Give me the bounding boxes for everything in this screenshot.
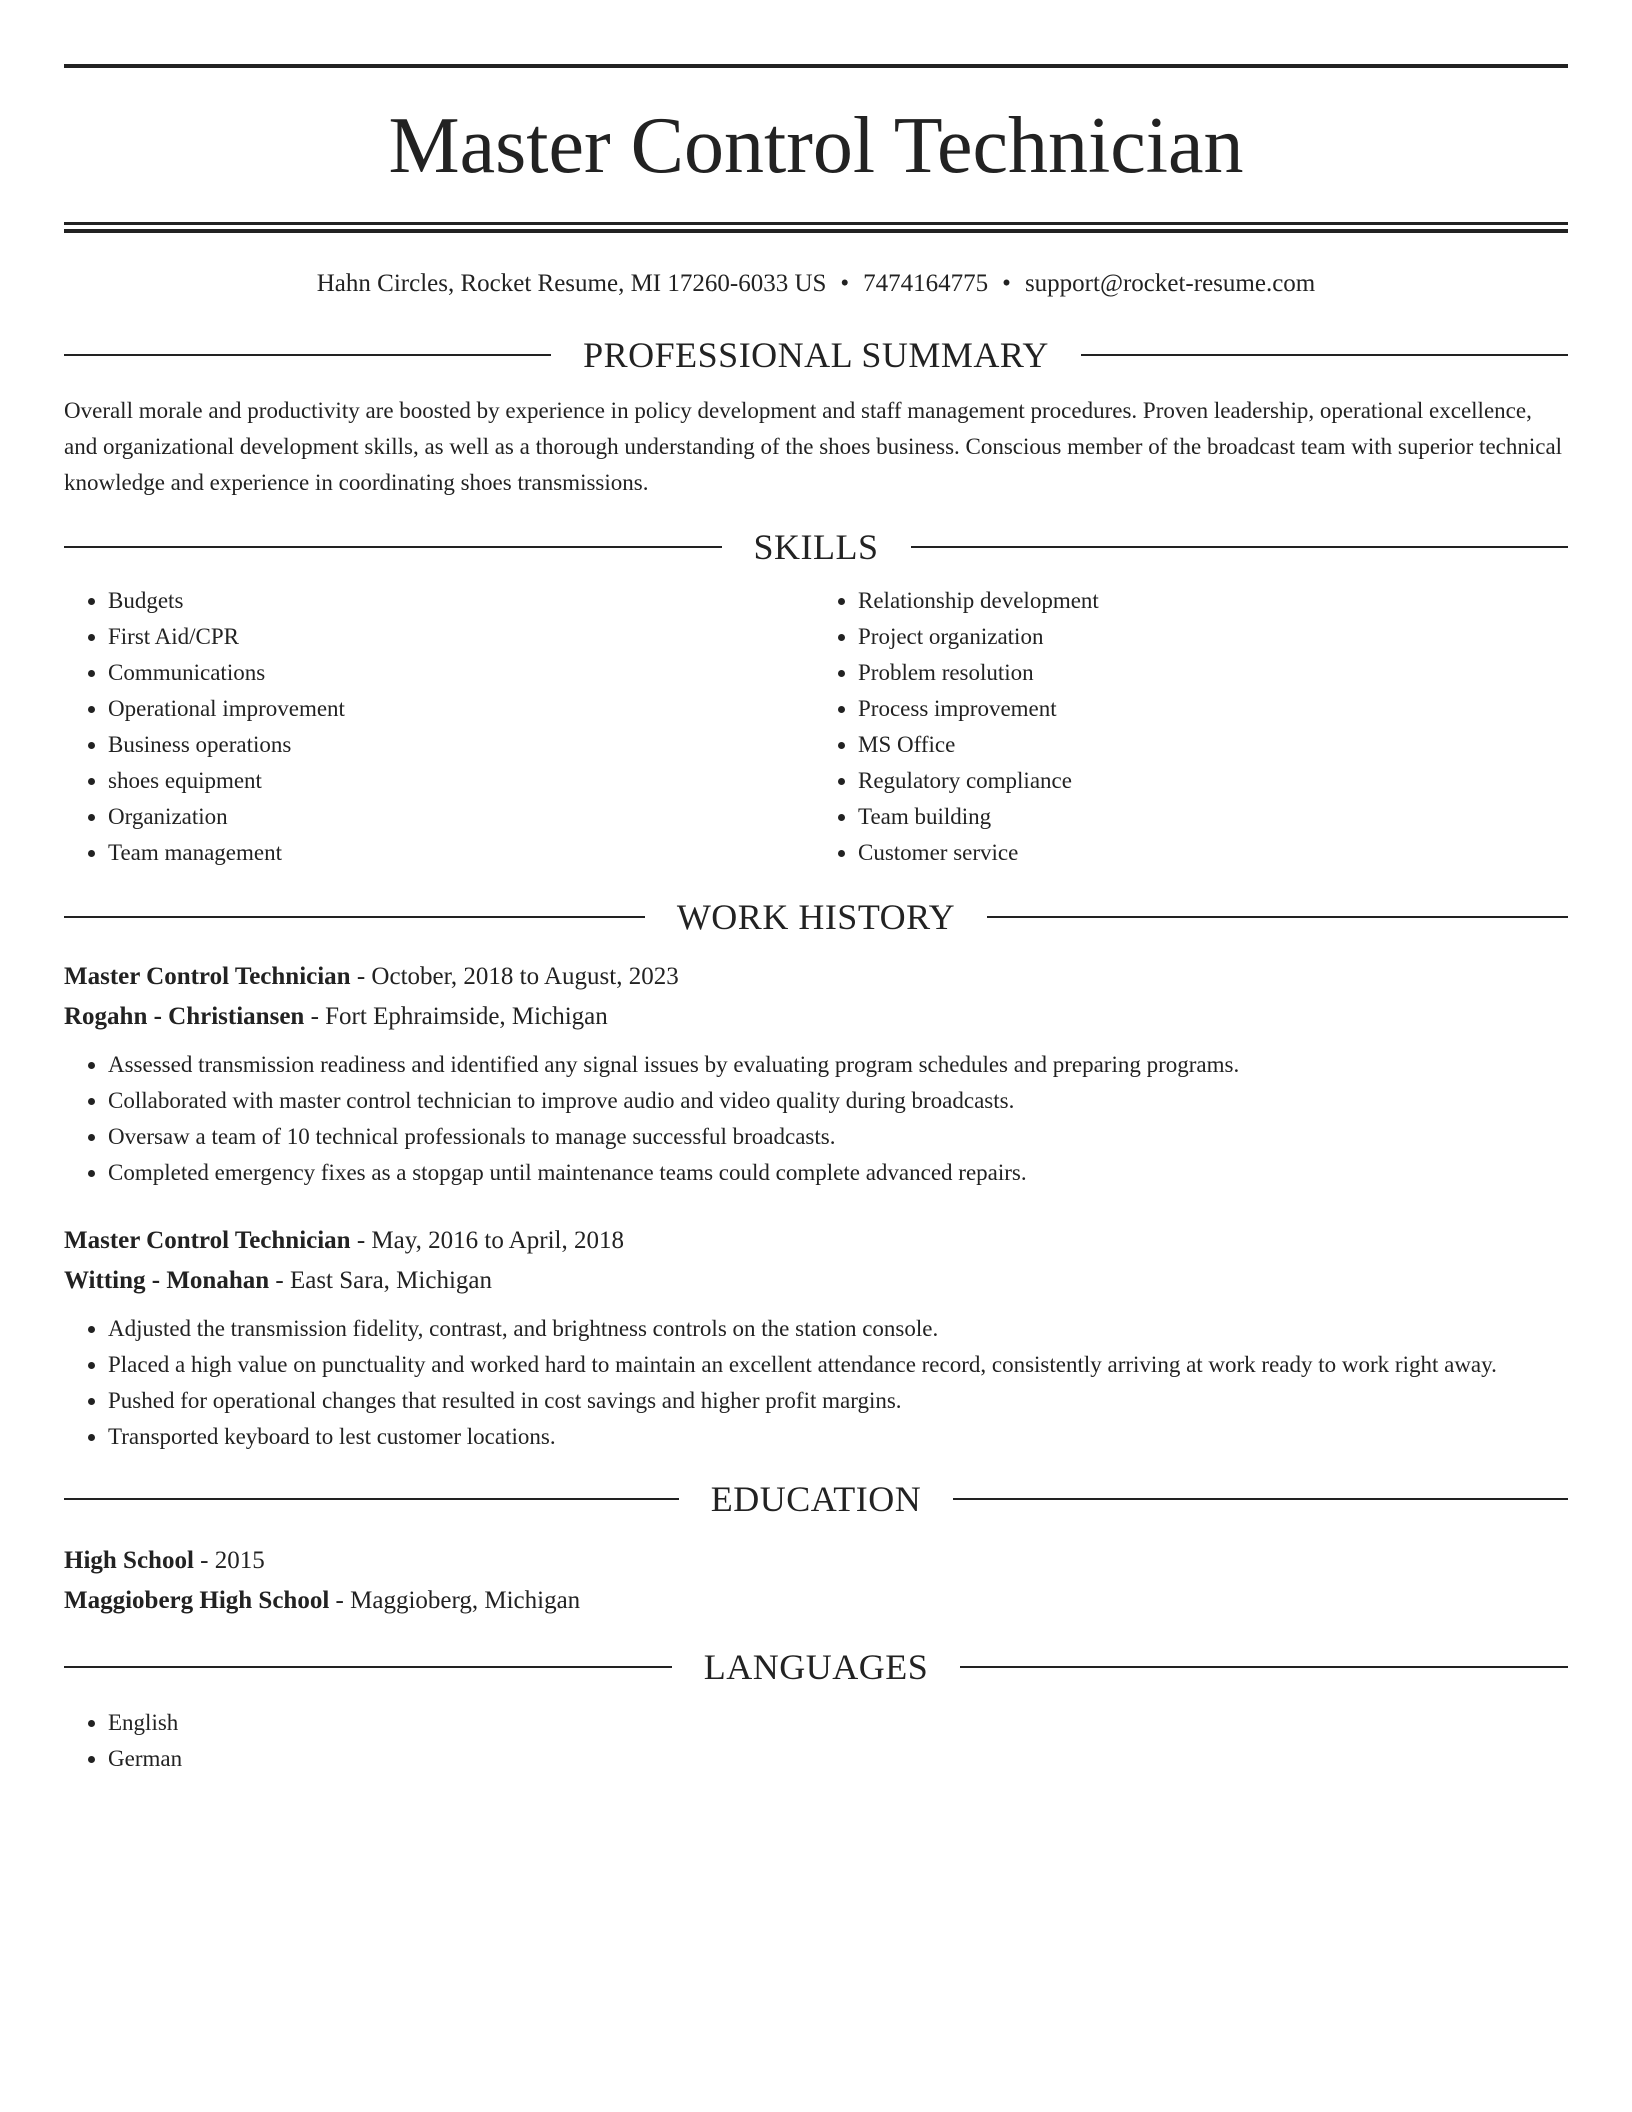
- skill-item: • Relationship development: [858, 583, 1568, 619]
- heading-rule-left: [64, 1498, 679, 1500]
- skill-item: • shoes equipment: [108, 763, 816, 799]
- skill-item: • Team building: [858, 799, 1568, 835]
- job-company: Rogahn - Christiansen: [64, 1003, 305, 1030]
- skill-item: • Process improvement: [858, 691, 1568, 727]
- heading-rule-left: [64, 354, 551, 356]
- job-dates: - May, 2016 to April, 2018: [350, 1227, 624, 1254]
- job-bullet: • Assessed transmission readiness and identified any signal issues by evaluating program schedules and preparing programs.: [108, 1047, 1568, 1083]
- job-location: - East Sara, Michigan: [269, 1267, 492, 1294]
- skill-item: • Project organization: [858, 619, 1568, 655]
- education-school: Maggioberg High School: [64, 1587, 330, 1614]
- skills-column-right: [816, 583, 1568, 871]
- job-bullet: • Oversaw a team of 10 technical professionals to manage successful broadcasts.: [108, 1119, 1568, 1155]
- job-bullet: • Pushed for operational changes that resulted in cost savings and higher profit margins.: [108, 1383, 1568, 1419]
- top-rule: [64, 64, 1568, 68]
- languages-block: [64, 1705, 1568, 1777]
- contact-phone: 7474164775: [863, 270, 989, 297]
- education-school-line: [64, 1581, 1568, 1621]
- skill-item: • Customer service: [858, 835, 1568, 871]
- heading-rule-left: [64, 546, 722, 548]
- job-bullet: • Completed emergency fixes as a stopgap until maintenance teams could complete advanced repairs.: [108, 1155, 1568, 1191]
- job-bullet: • Placed a high value on punctuality and worked hard to maintain an excellent attendance record, consistently arriving at work ready to work right away.: [108, 1347, 1568, 1383]
- skill-item: • Communications: [108, 655, 816, 691]
- job-entry: [64, 1221, 1568, 1455]
- job-bullets: [64, 1047, 1568, 1191]
- job-title: Master Control Technician: [64, 963, 351, 990]
- work-history-list: [64, 957, 1568, 1455]
- section-heading-summary: [64, 331, 1568, 379]
- section-title: WORK HISTORY: [676, 897, 956, 937]
- section-title: PROFESSIONAL SUMMARY: [583, 335, 1049, 375]
- job-bullet: • Transported keyboard to lest customer locations.: [108, 1419, 1568, 1455]
- heading-rule-right: [953, 1498, 1568, 1500]
- section-heading-education: [64, 1475, 1568, 1523]
- skill-item: • Team management: [108, 835, 816, 871]
- job-bullet: • Adjusted the transmission fidelity, contrast, and brightness controls on the station console.: [108, 1311, 1568, 1347]
- heading-rule-left: [64, 916, 645, 918]
- contact-line: [64, 267, 1568, 301]
- section-title: LANGUAGES: [703, 1647, 929, 1687]
- education-degree: High School: [64, 1547, 194, 1574]
- job-bullet: • Collaborated with master control technician to improve audio and video quality during broadcasts.: [108, 1083, 1568, 1119]
- job-location: - Fort Ephraimside, Michigan: [304, 1003, 608, 1030]
- skill-item: • Regulatory compliance: [858, 763, 1568, 799]
- heading-rule-right: [987, 916, 1568, 918]
- heading-rule-right: [960, 1666, 1568, 1668]
- language-item: • English: [108, 1705, 1568, 1741]
- job-company: Witting - Monahan: [64, 1267, 270, 1294]
- section-title: SKILLS: [753, 527, 879, 567]
- section-title: EDUCATION: [710, 1479, 922, 1519]
- education-location: - Maggioberg, Michigan: [329, 1587, 581, 1614]
- education-degree-line: [64, 1541, 1568, 1581]
- job-bullets: [64, 1311, 1568, 1455]
- job-title: Master Control Technician: [64, 1227, 351, 1254]
- job-entry: [64, 957, 1568, 1191]
- languages-list: [64, 1705, 1568, 1777]
- skills-column-left: [64, 583, 816, 871]
- skill-item: • Problem resolution: [858, 655, 1568, 691]
- job-company-line: [64, 997, 1568, 1037]
- language-item: • German: [108, 1741, 1568, 1777]
- skill-item: • Budgets: [108, 583, 816, 619]
- heading-rule-right: [1081, 354, 1568, 356]
- header-double-rule: [64, 222, 1568, 233]
- education-year: - 2015: [193, 1547, 265, 1574]
- skills-list-right: [816, 583, 1568, 871]
- candidate-name: Master Control Technician: [388, 102, 1244, 190]
- section-heading-languages: [64, 1643, 1568, 1691]
- skills-grid: [64, 583, 1568, 871]
- skill-item: • Business operations: [108, 727, 816, 763]
- contact-separator: •: [1002, 270, 1011, 297]
- skill-item: • MS Office: [858, 727, 1568, 763]
- skill-item: • First Aid/CPR: [108, 619, 816, 655]
- education-entry: [64, 1541, 1568, 1621]
- section-heading-skills: [64, 523, 1568, 571]
- job-title-line: [64, 1221, 1568, 1261]
- contact-address: Hahn Circles, Rocket Resume, MI 17260-6033 US: [316, 270, 827, 297]
- summary-paragraph: Overall morale and productivity are boosted by experience in policy development and staff management procedures. Proven leadership, operational excellence, and organizational development skills, as well as a thorough understanding of the shoes business. Conscious member of the broadcast team with superior technical knowledge and experience in coordinating shoes transmissions.: [64, 398, 1563, 495]
- skills-list-left: [64, 583, 816, 871]
- skill-item: • Operational improvement: [108, 691, 816, 727]
- contact-email: support@rocket-resume.com: [1024, 270, 1316, 297]
- job-dates: - October, 2018 to August, 2023: [350, 963, 679, 990]
- heading-rule-right: [911, 546, 1569, 548]
- job-company-line: [64, 1261, 1568, 1301]
- heading-rule-left: [64, 1666, 672, 1668]
- section-heading-work-history: [64, 893, 1568, 941]
- contact-separator: •: [840, 270, 850, 297]
- skill-item: • Organization: [108, 799, 816, 835]
- job-title-line: [64, 957, 1568, 997]
